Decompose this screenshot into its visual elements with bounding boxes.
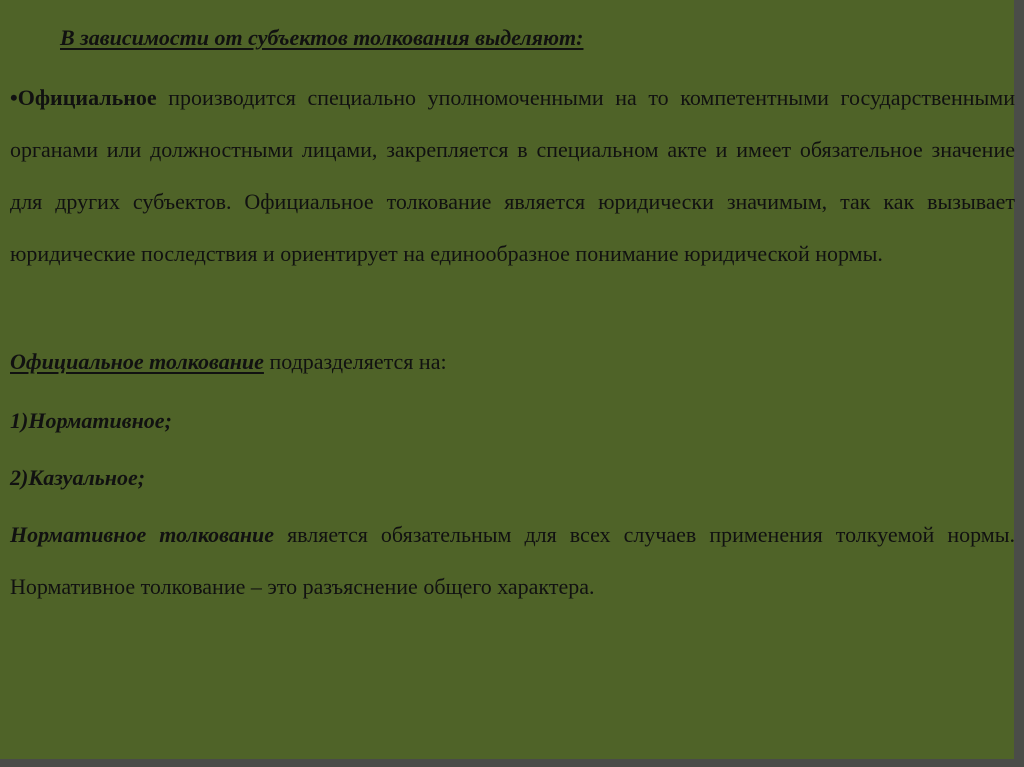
term-official-interpretation: Официальное толкование [10, 349, 264, 374]
paragraph-normative [10, 509, 1015, 613]
slide-heading: В зависимости от субъектов толкования выделяют: [60, 25, 584, 50]
term-normative-interpretation: Нормативное толкование [10, 522, 275, 547]
paragraph-subdivision-text: подразделяется на: [263, 349, 447, 374]
bullet: • [10, 85, 18, 110]
paragraph-normative-text: является обязательным для всех случаев применения толкуемой нормы. Нормативное толкование – это разъяснение общего характера. [10, 522, 1015, 599]
list-item-casual: 2)Казуальное; [10, 465, 146, 490]
paragraph-subdivision [10, 336, 1015, 388]
list-item-normative: 1)Нормативное; [10, 408, 172, 433]
paragraph-official [10, 72, 1015, 280]
term-official: Официальное [17, 85, 157, 110]
paragraph-official-text: производится специально уполномоченными на то компетентными государственными органами или должностными лицами, закрепляется в специальном акте и имеет обязательное значение для других субъектов. Официальное толкование является юридически значимым, так как вызывает юридические последствия и ориентирует на единообразное понимание юридической нормы. [10, 85, 1015, 266]
